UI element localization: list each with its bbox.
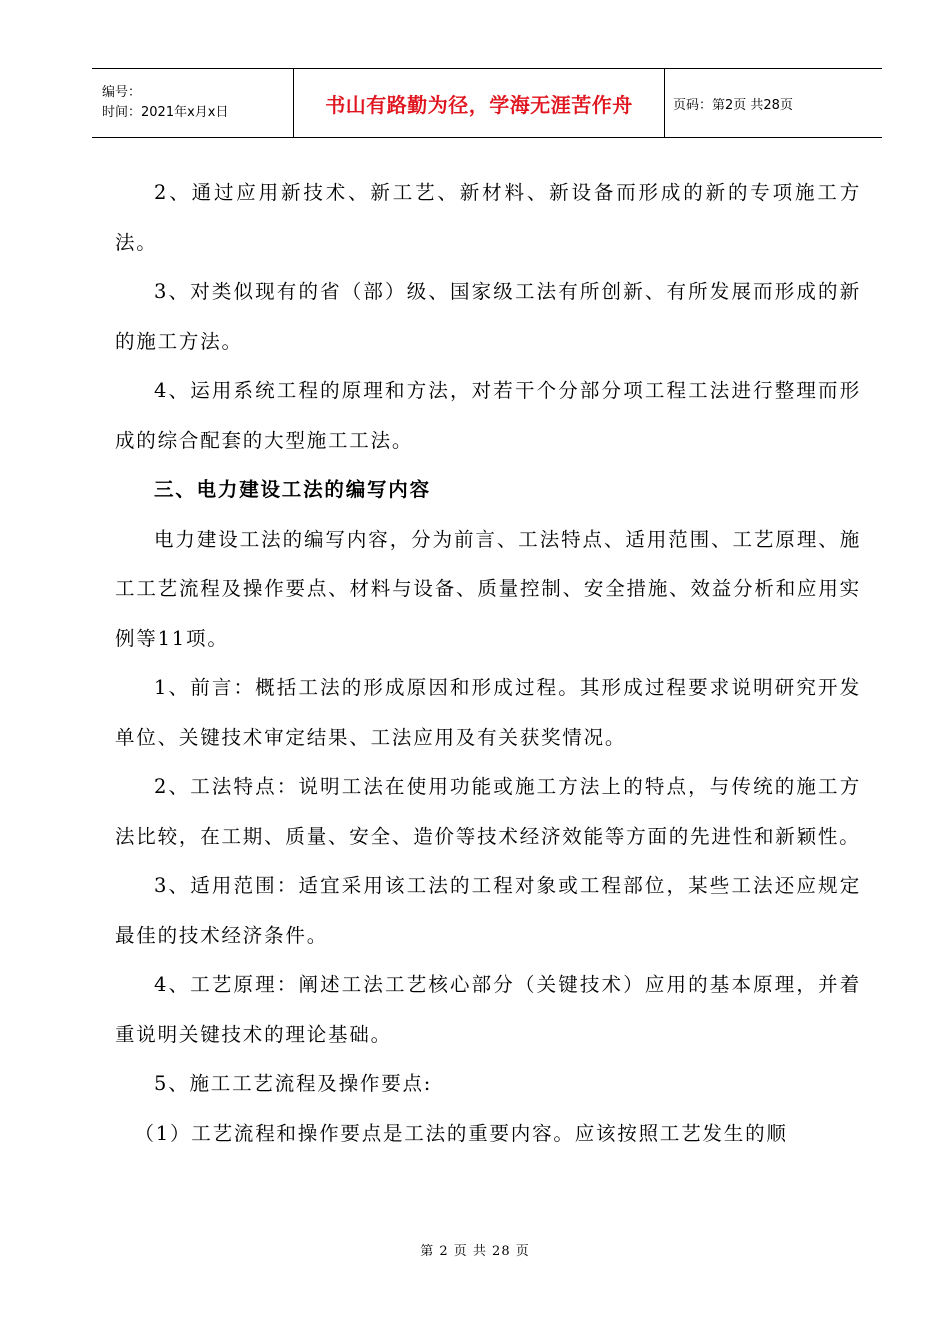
- page-footer: 第 2 页 共 28 页: [420, 1244, 530, 1259]
- body-paragraph: 2、通过应用新技术、新工艺、新材料、新设备而形成的新的专项施工方法。: [115, 181, 861, 254]
- document-body: [115, 168, 861, 1158]
- body-paragraph: 4、运用系统工程的原理和方法，对若干个分部分项工程工法进行整理而形成的综合配套的大型施工工法。: [115, 379, 861, 452]
- body-paragraph: 3、对类似现有的省（部）级、国家级工法有所创新、有所发展而形成的新的施工方法。: [115, 280, 861, 353]
- body-paragraph: 3、适用范围：适宜采用该工法的工程对象或工程部位，某些工法还应规定最佳的技术经济条件。: [115, 874, 861, 947]
- body-paragraph: 4、工艺原理：阐述工法工艺核心部分（关键技术）应用的基本原理，并着重说明关键技术的理论基础。: [115, 973, 861, 1046]
- body-paragraph: 5、施工工艺流程及操作要点:: [154, 1072, 433, 1095]
- header-motto-cell: [293, 69, 665, 137]
- body-paragraph: 2、工法特点：说明工法在使用功能或施工方法上的特点，与传统的施工方法比较，在工期、质量、安全、造价等技术经济效能等方面的先进性和新颖性。: [115, 775, 861, 848]
- section-heading: 三、电力建设工法的编写内容: [154, 478, 431, 501]
- body-paragraph: （1）工艺流程和操作要点是工法的重要内容。应该按照工艺发生的顺: [134, 1121, 788, 1145]
- header-page-cell: [665, 69, 882, 137]
- header-page-number: 页码：第2页 共28页: [673, 97, 793, 113]
- header-meta: [92, 69, 293, 137]
- body-paragraph: 1、前言：概括工法的形成原因和形成过程。其形成过程要求说明研究开发单位、关键技术审定结果、工法应用及有关获奖情况。: [115, 676, 861, 749]
- body-paragraph: 电力建设工法的编写内容，分为前言、工法特点、适用范围、工艺原理、施工工艺流程及操作要点、材料与设备、质量控制、安全措施、效益分析和应用实例等11项。: [115, 527, 861, 650]
- document-time-label: 时间：2021年x月x日: [102, 105, 229, 120]
- header-motto: 书山有路勤为径，学海无涯苦作舟: [325, 92, 633, 117]
- document-number-label: 编号：: [102, 85, 142, 100]
- page-header: [92, 68, 882, 138]
